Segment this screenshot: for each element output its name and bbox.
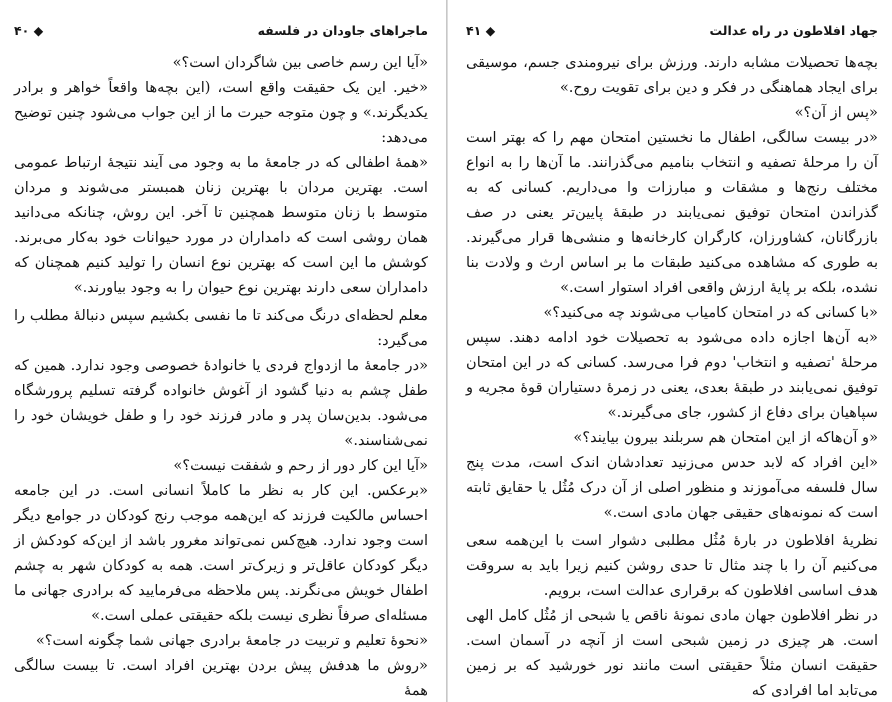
paragraph: نظریهٔ افلاطون در بارهٔ مُثُل مطلبی دشوار است با این‌همه سعی می‌کنیم آن را با چند مثال تا حدی روشن کنیم زیرا باید به سروقت هدف اساسی افلاطون که برقراری عدالت است، برویم. [466, 532, 878, 599]
right-page-number: ۴۱ ◆ [466, 22, 496, 38]
paragraph: «آیا این رسم خاصی بین شاگردان است؟» [172, 54, 428, 71]
paragraph: «با کسانی که در امتحان کامیاب می‌شوند چه می‌کنید؟» [543, 304, 878, 321]
paragraph: «به آن‌ها اجازه داده می‌شود به تحصیلات خود ادامه دهند. سپس مرحلهٔ 'تصفیه و انتخاب' دوم فرا می‌رسد. کسانی که در این امتحان توفیق نمی‌یابند در طبقهٔ بعدی، یعنی در زمرهٔ دستیاران قوهٔ مجریه و سپاهیان برای دفاع از کشور، جای می‌گیرند.» [466, 329, 878, 421]
paragraph: «در جامعهٔ ما ازدواج فردی یا خانوادهٔ خصوصی وجود ندارد. همین که طفل چشم به دنیا گشود از آغوش خانواده گرفته تسلیم پرورشگاه می‌شود. بدین‌سان پدر و مادر فرزند خود را و طفل خویشان خود را نمی‌شناسند.» [14, 357, 428, 449]
paragraph: «برعکس. این کار به نظر ما کاملاً انسانی است. در این جامعه احساس مالکیت فرزند که این‌همه موجب رنج کودکان در جوامع دیگر است وجود ندارد. هیچ‌کس نمی‌تواند مغرور باشد از این‌که کودکش از دیگر کودکان عاقل‌تر و زیرک‌تر است. همه به کودکان شهر به چشم اطفال خویش می‌نگرند. پس ملاحظه می‌فرمایید که برادری جهانی ما مسئله‌ای صرفاً نظری نیست بلکه حقیقتی عملی است.» [14, 482, 428, 624]
left-page-header [14, 20, 428, 40]
paragraph: در نظر افلاطون جهان مادی نمونهٔ ناقص یا شبحی از مُثُل کامل الهی است. هر چیزی در زمین شبحی است از آنچه در آسمان است. حقیقت انسان مثلاً حقیقتی است مانند نور خورشید که بر زمین می‌تابد اما افرادی که [466, 607, 878, 699]
paragraph: «نحوهٔ تعلیم و تربیت در جامعهٔ برادری جهانی شما چگونه است؟» [35, 632, 428, 649]
book-gutter [446, 0, 448, 702]
paragraph: «خیر. این یک حقیقت واقع است، (این بچه‌ها واقعاً خواهر و برادر یکدیگرند.» و چون متوجه حیرت ما از این جواب می‌شود چنین توضیح می‌دهد: [14, 79, 428, 146]
paragraph: «آیا این کار دور از رحم و شفقت نیست؟» [173, 457, 428, 474]
left-running-title: ماجراهای جاودان در فلسفه [257, 22, 428, 38]
paragraph: معلم لحظه‌ای درنگ می‌کند تا ما نفسی بکشیم سپس دنبالهٔ مطلب را می‌گیرد: [14, 307, 428, 349]
paragraph: «و آن‌هاکه از این امتحان هم سربلند بیرون بیایند؟» [573, 429, 878, 446]
paragraph: «روش ما هدفش پیش بردن بهترین افراد است. تا بیست سالگی همهٔ [14, 657, 428, 699]
paragraph: بچه‌ها تحصیلات مشابه دارند. ورزش برای نیرومندی جسم، موسیقی برای ایجاد هماهنگی در فکر و دین برای تقویت روح.» [466, 54, 878, 96]
right-page [452, 0, 892, 702]
paragraph: «در بیست سالگی، اطفال ما نخستین امتحان مهم را که بهتر است آن را مرحلهٔ تصفیه و انتخاب بنامیم می‌گذرانند. ما آن‌ها را به انواع مختلف رنج‌ها و مشقات و مبارزات وا می‌داریم. کسانی که به گذراندن امتحان توفیق نمی‌یابند در طبقهٔ پایین‌تر یعنی در صف بازرگانان، کشاورزان، کارگران کارخانه‌ها و منشی‌ها قرار می‌گیرند. به طوری که مشاهده می‌کنید طبقات ما بر اساس ارث و ولادت بنا نشده، بلکه بر پایهٔ ارزش واقعی افراد استوار است.» [466, 129, 878, 296]
left-page-body [14, 50, 428, 702]
left-page-number: ۴۰ ◆ [14, 22, 44, 38]
right-running-title: جهاد افلاطون در راه عدالت [709, 22, 878, 38]
paragraph: «پس از آن؟» [794, 104, 878, 121]
right-page-body [466, 50, 878, 702]
paragraph: «همهٔ اطفالی که در جامعهٔ ما به وجود می آیند نتیجهٔ ارتباط عمومی است. بهترین مردان با بهترین زنان همبستر می‌شوند و مردان متوسط با زنان متوسط همچنین تا آخر. این روش، چنانکه می‌دانید همان روشی است که دامداران در مورد حیوانات خود به‌کار می‌برند. کوشش ما این است که بهترین نوع انسان را تولید کنیم همچنان که دامداران سعی دارند بهترین نوع حیوان را به وجود بیاورند.» [14, 154, 428, 296]
left-page [0, 0, 444, 702]
paragraph: «این افراد که لابد حدس می‌زنید تعدادشان اندک است، مدت پنج سال فلسفه می‌آموزند و منظور اصلی از آن درک مُثُل یا حقایق ثابته است که نمونه‌های حقیقی جهان مادی است.» [466, 454, 878, 521]
right-page-header [466, 20, 878, 40]
